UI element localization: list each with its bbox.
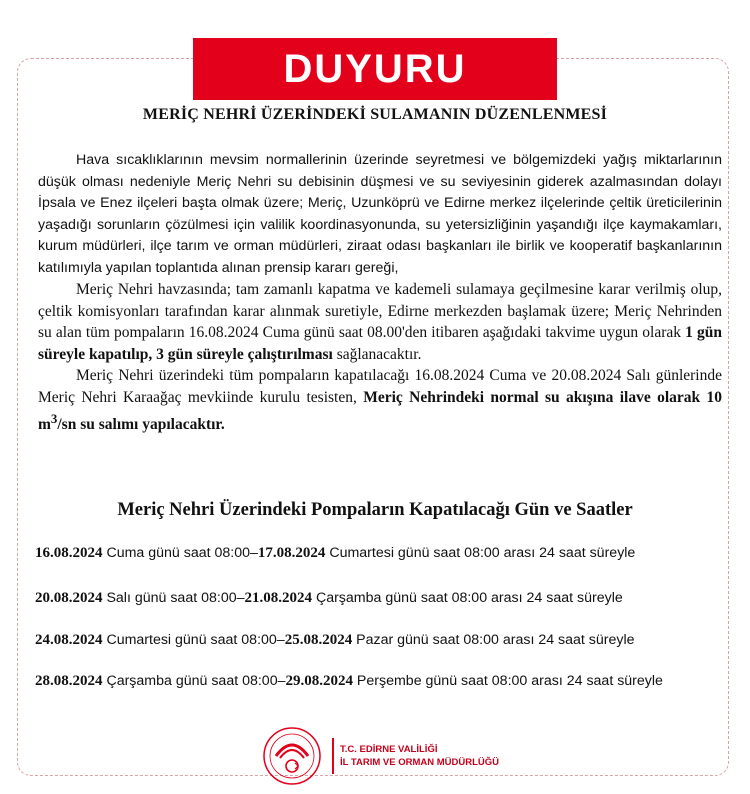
document-title: MERİÇ NEHRİ ÜZERİNDEKİ SULAMANIN DÜZENLENMESİ [142,106,608,123]
organization-name [340,743,499,769]
paragraph-3-bold: Meriç Nehrindeki normal su akışına ilave olarak 10 m [38,388,722,434]
paragraph-2 [38,279,722,365]
ministry-emblem-icon [262,726,322,786]
paragraph-1: Hava sıcaklıklarının mevsim normallerinin üzerinde seyretmesi ve bölgemizdeki yağış miktarlarının düşük olması nedeniyle Meriç Nehri su debisinin düşmesi ve su seviyesinin giderek azalmasından dolayı İpsala ve Enez ilçeleri başta olmak üzere; Meriç, Uzunköprü ve Edirne merkez ilçelerinde çeltik üreticilerinin yaşadığı sorunların çözülmesi için valilik koordinasyonunda, su yetersizliğinin yaşandığı ilçe kaymakamları, kurum müdürleri, ilçe tarım ve orman müdürleri, ziraat odası başkanları ile birlik ve kooperatif başkanlarının katılımıyla yapılan toplantıda alınan prensip kararı gereği, [38,152,722,276]
schedule-end-date: 29.08.2024 [285,673,353,689]
schedule-tail: Pazar günü saat 08:00 arası 24 saat süreyle [352,632,635,648]
schedule-end-date: 21.08.2024 [244,590,312,606]
schedule-mid: Cuma günü saat 08:00– [102,545,258,561]
footer-divider [332,738,334,774]
schedule-mid: Çarşamba günü saat 08:00– [102,673,286,689]
schedule-end-date: 17.08.2024 [257,545,326,561]
organization-line-2: İL TARIM VE ORMAN MÜDÜRLÜĞÜ [340,757,500,768]
schedule-start-date: 20.08.2024 [35,590,103,606]
schedule-tail: Perşembe günü saat 08:00 arası 24 saat süreyle [352,673,663,689]
schedule-start-date: 16.08.2024 [35,545,103,561]
paragraph-3-bold-end: /sn su salımı yapılacaktır. [57,416,225,434]
schedule-row [35,590,623,607]
schedule-row [35,673,663,690]
schedule-start-date: 24.08.2024 [35,632,103,648]
paragraph-3-text: Meriç Nehri üzerindeki tüm pompaların kapatılacağı 16.08.2024 Cuma ve 20.08.2024 Salı günlerinde Meriç Nehri Karaağaç mevkiinde kurulu tesisten, [38,367,722,406]
paragraph-3 [38,365,722,436]
announcement-body [38,150,722,436]
paragraph-2-bold: 1 gün süreyle kapatılıp, 3 gün süreyle çalıştırılması [38,324,722,363]
organization-line-1: T.C. EDİRNE VALİLİĞİ [340,744,438,755]
paragraph-3-sup: 3 [50,411,58,426]
schedule-end-date: 25.08.2024 [284,632,353,648]
schedule-tail: Çarşamba günü saat 08:00 arası 24 saat süreyle [312,590,623,606]
paragraph-2-text: Meriç Nehri havzasında; tam zamanlı kapatma ve kademeli sulamaya geçilmesine karar verilmiş olup, çeltik komisyonları tarafından karar alınmak suretiyle, Edirne merkezden başlamak üzere; Meriç Nehrinden su alan tüm pompaların 16.08.2024 Cuma günü saat 08.00'den itibaren aşağıdaki takvime uygun olarak [38,281,722,341]
schedule-mid: Salı günü saat 08:00– [102,590,245,606]
schedule-start-date: 28.08.2024 [35,673,103,689]
schedule-row [35,632,635,649]
schedule-title: Meriç Nehri Üzerindeki Pompaların Kapatılacağı Gün ve Saatler [117,500,633,520]
schedule-row [35,545,635,562]
paragraph-2-end: sağlanacaktır. [332,345,422,363]
announcement-banner: DUYURU [193,38,557,100]
schedule-mid: Cumartesi günü saat 08:00– [102,632,285,648]
schedule-tail: Cumartesi günü saat 08:00 arası 24 saat süreyle [325,545,636,561]
